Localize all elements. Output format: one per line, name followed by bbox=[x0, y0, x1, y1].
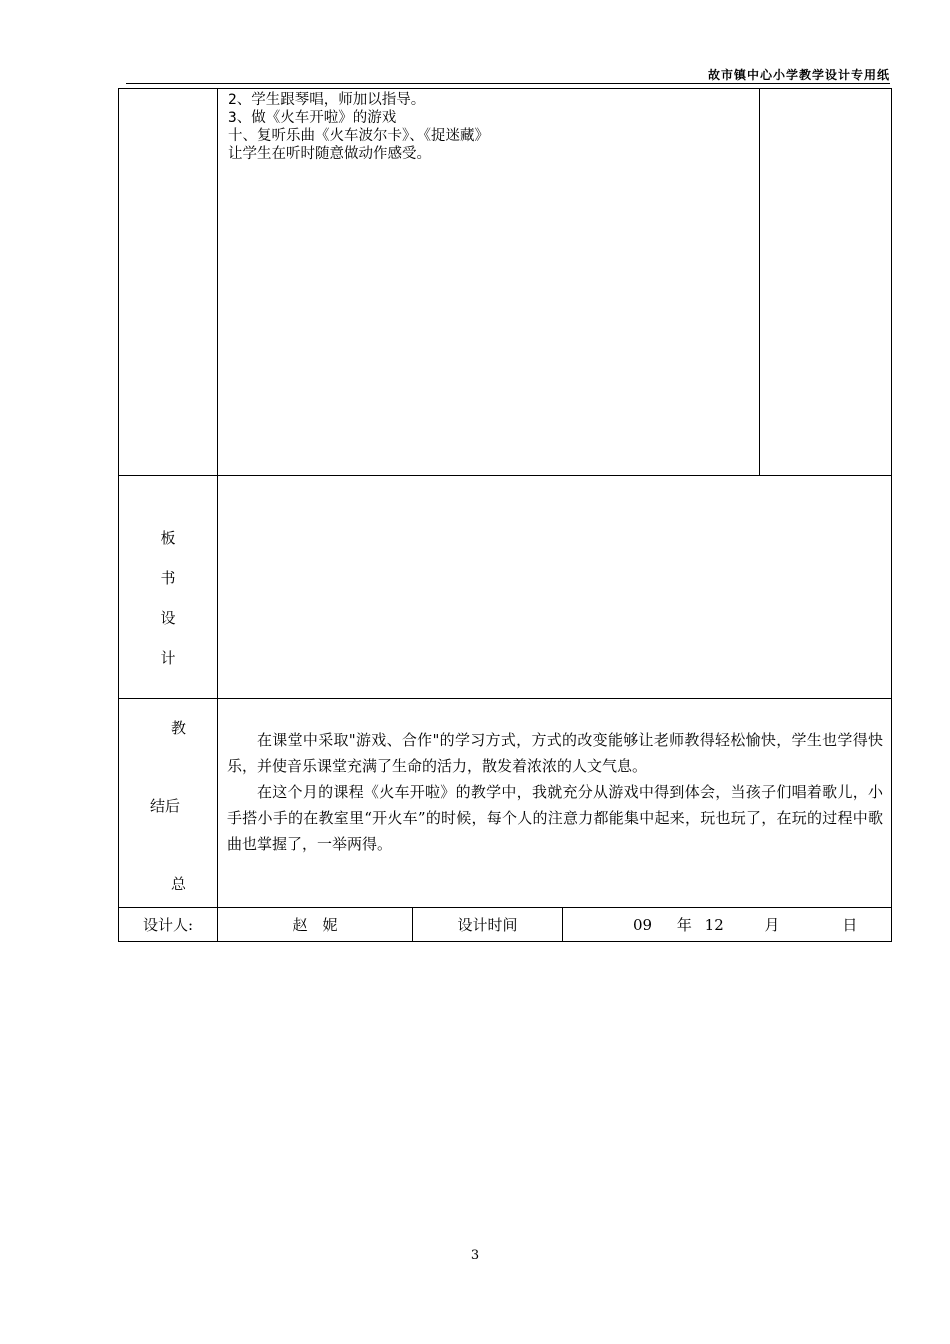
board-design-row bbox=[119, 476, 892, 699]
date-day-unit: 日 bbox=[842, 916, 858, 934]
summary-label-mid: 结后 bbox=[150, 797, 181, 815]
date-year-unit: 年 bbox=[676, 916, 692, 934]
summary-label-cell bbox=[119, 699, 218, 908]
process-line: 2、学生跟琴唱，师加以指导。 bbox=[228, 92, 426, 108]
designer-label: 设计人: bbox=[119, 908, 218, 942]
process-content-cell bbox=[218, 89, 760, 476]
page-number: 3 bbox=[470, 1248, 480, 1263]
process-row bbox=[119, 89, 892, 476]
process-left-cell bbox=[119, 89, 218, 476]
process-line: 让学生在听时随意做动作感受。 bbox=[228, 146, 431, 162]
summary-text bbox=[218, 699, 891, 857]
board-design-label-char: 设 bbox=[160, 609, 176, 627]
board-design-content-cell bbox=[218, 476, 892, 699]
design-date-cell bbox=[563, 908, 892, 942]
board-design-label-char: 板 bbox=[160, 529, 176, 547]
process-text bbox=[218, 89, 759, 163]
header-rule bbox=[126, 83, 890, 84]
board-design-label-cell bbox=[119, 476, 218, 699]
date-month: 12 bbox=[704, 916, 724, 934]
date-year: 09 bbox=[633, 916, 653, 934]
footer-row bbox=[119, 908, 892, 942]
designer-name: 赵 妮 bbox=[218, 908, 413, 942]
lesson-design-table bbox=[118, 88, 892, 942]
summary-paragraph: 在这个月的课程《火车开啦》的教学中，我就充分从游戏中得到体会，当孩子们唱着歌儿，小手搭小手的在教室里“开火车”的时候，每个人的注意力都能集中起来，玩也玩了，在玩的过程中歌曲也掌握了，一举两得。 bbox=[227, 783, 884, 853]
process-line: 十、复听乐曲《火车波尔卡》、《捉迷藏》 bbox=[228, 128, 489, 144]
summary-label-bottom: 总 bbox=[171, 875, 187, 893]
summary-label-top: 教 bbox=[171, 719, 187, 737]
process-line: 3、做《火车开啦》的游戏 bbox=[228, 110, 397, 126]
summary-row bbox=[119, 699, 892, 908]
header-title: 故市镇中心小学教学设计专用纸 bbox=[707, 68, 890, 82]
design-time-label: 设计时间 bbox=[413, 908, 563, 942]
process-notes-cell bbox=[760, 89, 892, 476]
summary-paragraph: 在课堂中采取"游戏、合作"的学习方式，方式的改变能够让老师教得轻松愉快，学生也学得快乐，并使音乐课堂充满了生命的活力，散发着浓浓的人文气息。 bbox=[227, 731, 884, 775]
date-month-unit: 月 bbox=[764, 916, 780, 934]
board-design-label-char: 书 bbox=[160, 569, 176, 587]
summary-content-cell bbox=[218, 699, 892, 908]
board-design-label-char: 计 bbox=[160, 649, 176, 667]
